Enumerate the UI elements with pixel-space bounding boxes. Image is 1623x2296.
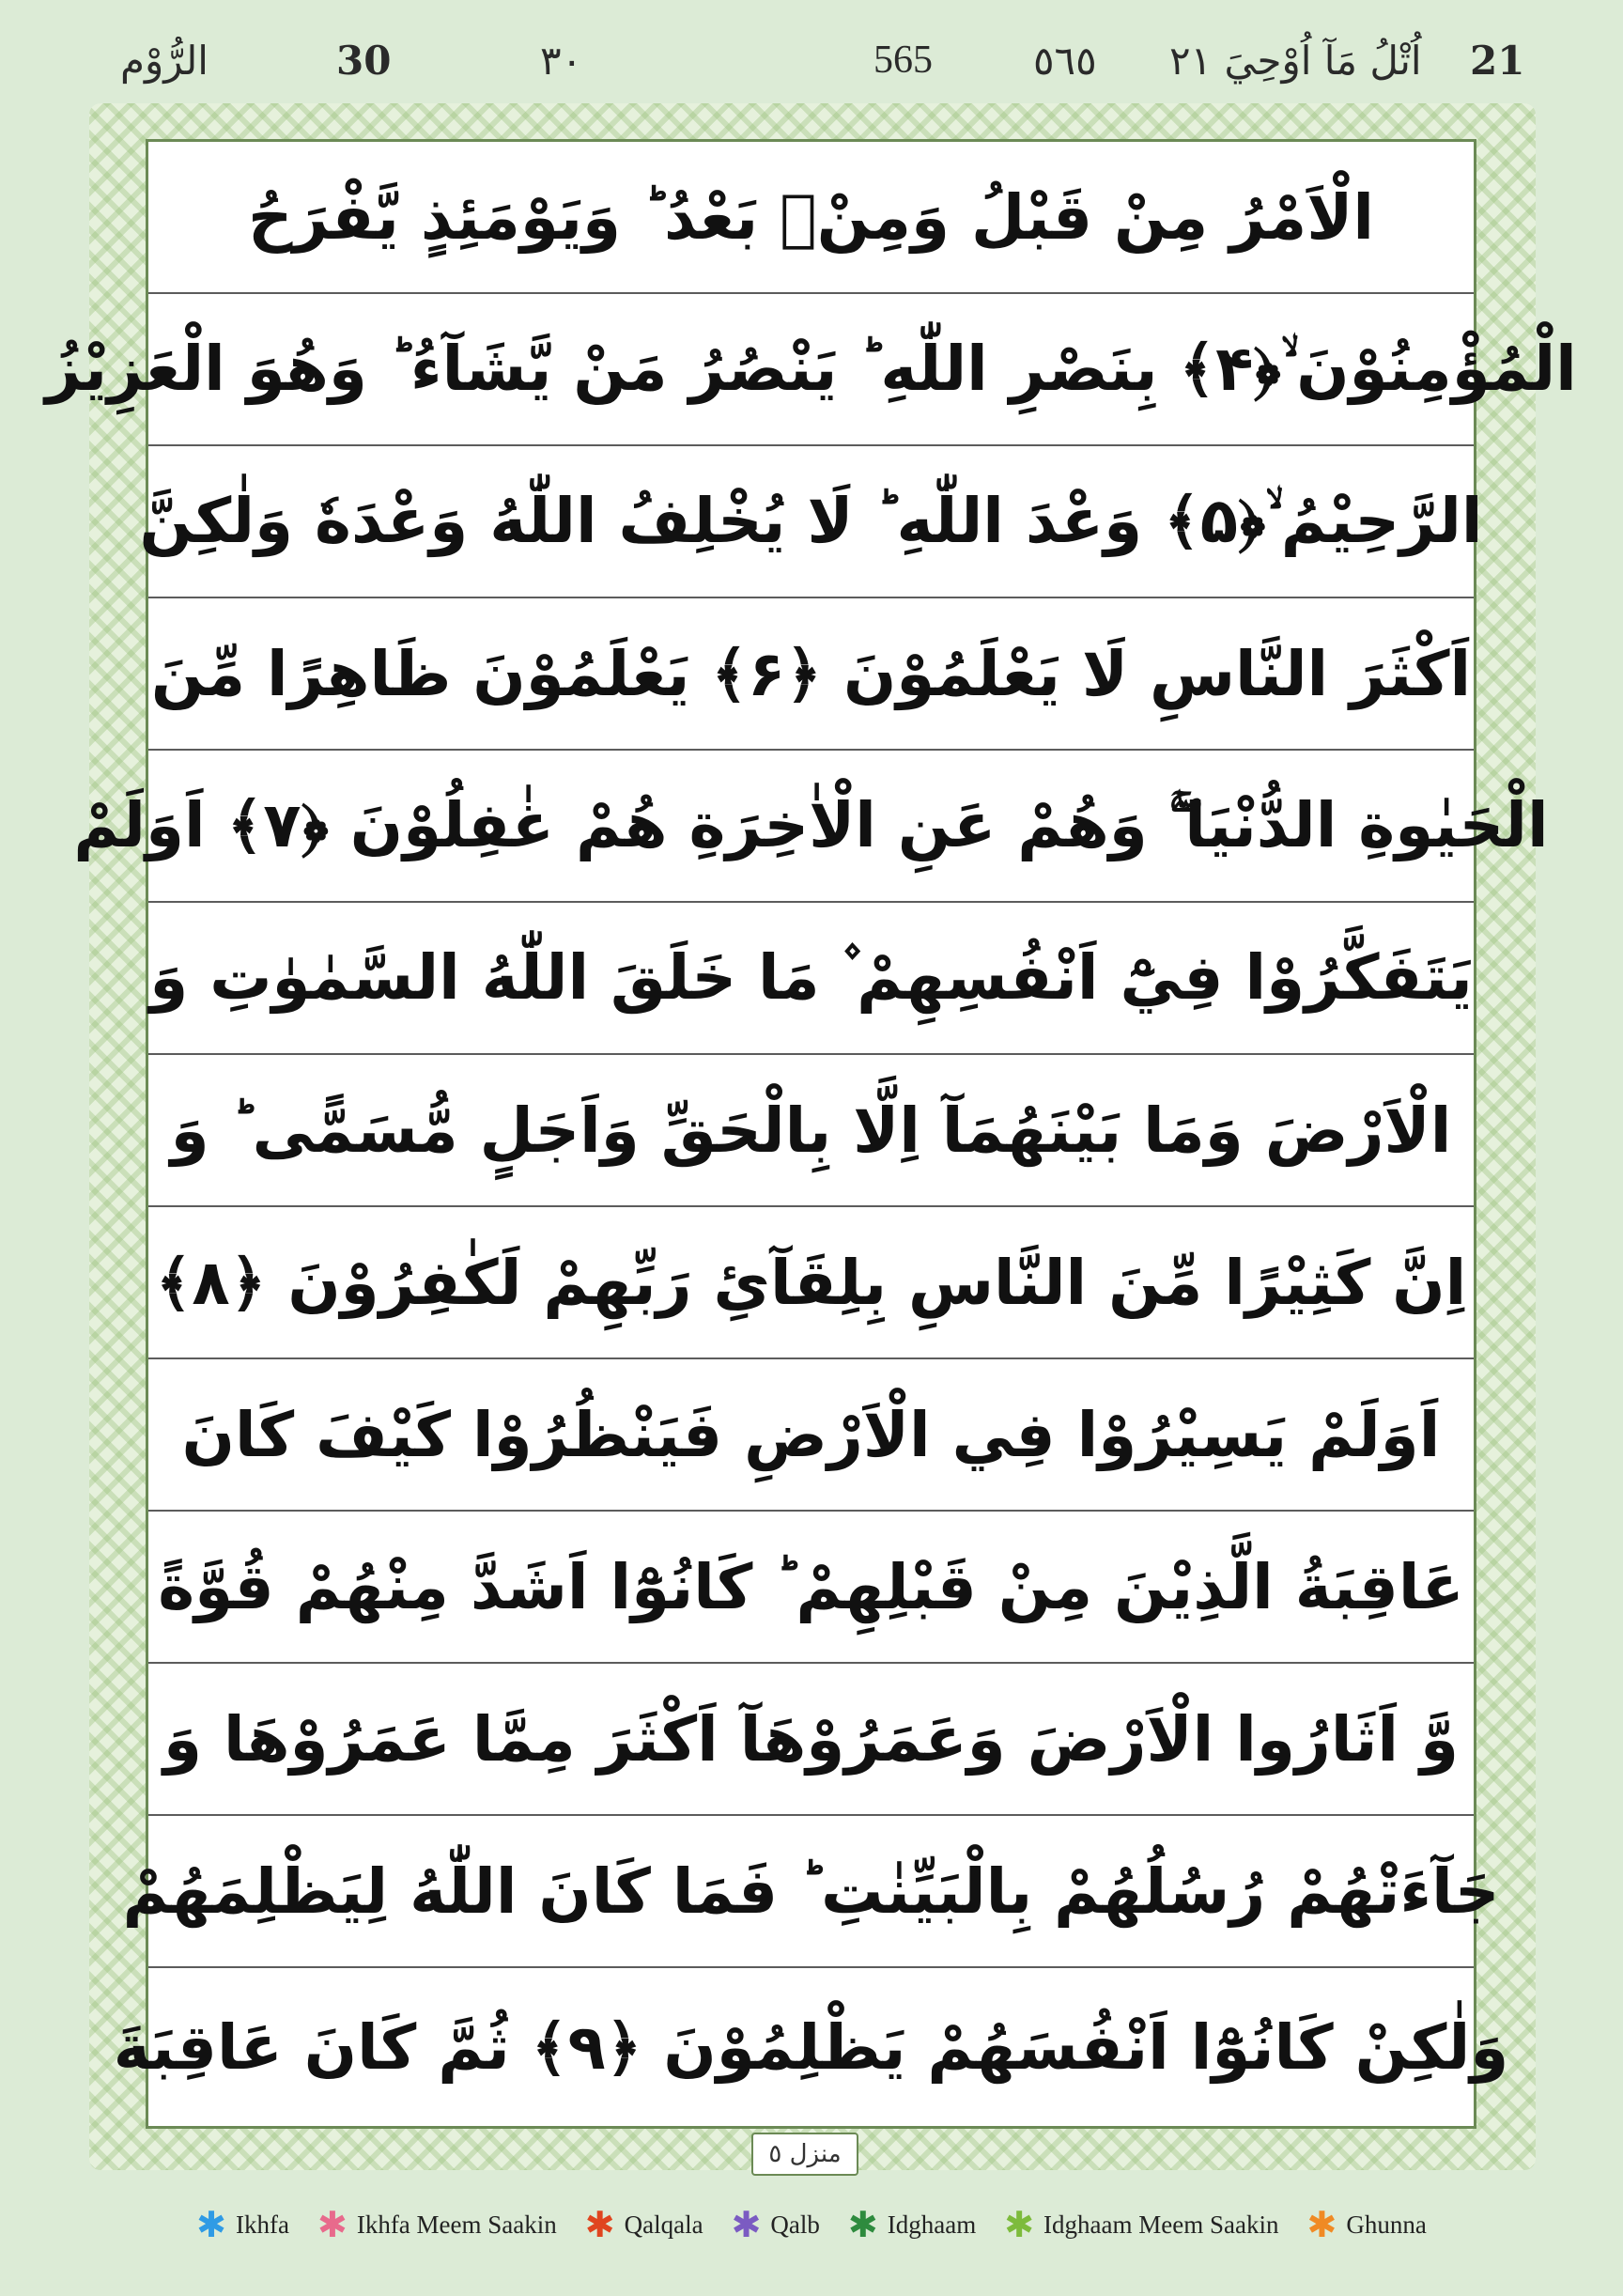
verse-line: [148, 903, 1474, 1055]
verse-line-text: الْمُؤْمِنُوْنَ ۙ﴿۴﴾ بِنَصْرِ اللّٰهِ ؕ يَنْصُرُ مَنْ يَّشَآءُ ؕ وَهُوَ الْعَزِيْزُ: [45, 332, 1577, 405]
verse-line-text: وَّ اَثَارُوا الْاَرْضَ وَعَمَرُوْهَآ اَكْثَرَ مِمَّا عَمَرُوْهَا وَ: [162, 1702, 1460, 1776]
verse-line: [148, 1512, 1474, 1664]
legend-item: [1306, 2204, 1427, 2245]
legend-label: Ikhfa Meem Saakin: [356, 2210, 557, 2239]
verse-line-text: جَآءَتْهُمْ رُسُلُهُمْ بِالْبَيِّنٰتِ ؕ فَمَا كَانَ اللّٰهُ لِيَظْلِمَهُمْ: [122, 1854, 1500, 1928]
legend-item: [847, 2204, 977, 2245]
ikhfa-star-icon: ✱: [196, 2204, 227, 2245]
verse-line: [148, 598, 1474, 751]
qalqala-star-icon: ✱: [584, 2204, 615, 2245]
tajweed-legend: [0, 2178, 1623, 2272]
manzil-marker: منزل ٥: [751, 2133, 858, 2176]
verse-line: [113, 1968, 1509, 2126]
verse-line: [73, 751, 1549, 903]
verse-line: [148, 142, 1474, 294]
verse-line: [148, 1055, 1474, 1207]
surah-number-arabic: ٣٠: [540, 38, 583, 84]
legend-label: Qalqala: [624, 2210, 703, 2239]
legend-label: Ghunna: [1346, 2210, 1427, 2239]
verse-line: [122, 1816, 1500, 1968]
idghaam-star-icon: ✱: [847, 2204, 878, 2245]
verse-line-text: اِنَّ كَثِيْرًا مِّنَ النَّاسِ بِلِقَآئِ رَبِّهِمْ لَكٰفِرُوْنَ ﴿۸﴾: [155, 1246, 1467, 1319]
verse-line: [148, 1664, 1474, 1816]
verse-line-text: وَلٰكِنْ كَانُوْٓا اَنْفُسَهُمْ يَظْلِمُوْنَ ﴿۹﴾ ثُمَّ كَانَ عَاقِبَةَ: [113, 2010, 1509, 2084]
ikhfa-meem-saakin-star-icon: ✱: [317, 2204, 348, 2245]
legend-label: Ikhfa: [236, 2210, 289, 2239]
legend-item: [317, 2204, 557, 2245]
verse-line-text: الْاَرْضَ وَمَا بَيْنَهُمَآ اِلَّا بِالْحَقِّ وَاَجَلٍ مُّسَمًّى ؕ وَ: [170, 1094, 1452, 1167]
legend-item: [196, 2204, 289, 2245]
juz-name: اُتْلُ مَآ اُوْحِيَ ٢١: [1169, 38, 1422, 84]
verse-line-text: الْاَمْرُ مِنْ قَبْلُ وَمِنْۢ بَعْدُ ؕ وَيَوْمَئِذٍ يَّفْرَحُ: [248, 180, 1374, 254]
juz-number: 21: [1470, 38, 1525, 84]
page-number: 565: [873, 39, 933, 82]
verse-line-text: يَتَفَكَّرُوْا فِيْٓ اَنْفُسِهِمْ ۫ مَا خَلَقَ اللّٰهُ السَّمٰوٰتِ وَ: [149, 940, 1473, 1014]
legend-label: Idghaam Meem Saakin: [1043, 2210, 1279, 2239]
quran-page: [45, 139, 1577, 2129]
verse-line: [45, 294, 1577, 446]
verse-line: [139, 446, 1483, 598]
ghunna-star-icon: ✱: [1306, 2204, 1337, 2245]
legend-item: [1004, 2204, 1279, 2245]
legend-item: [731, 2204, 820, 2245]
surah-name: الرُّوْم: [120, 38, 209, 84]
verse-line-text: عَاقِبَةُ الَّذِيْنَ مِنْ قَبْلِهِمْ ؕ كَانُوْٓا اَشَدَّ مِنْهُمْ قُوَّةً: [158, 1550, 1464, 1623]
legend-label: Qalb: [770, 2210, 820, 2239]
qalb-star-icon: ✱: [731, 2204, 762, 2245]
verse-line: [148, 1359, 1474, 1512]
surah-number: 30: [336, 38, 392, 84]
legend-item: [584, 2204, 703, 2245]
verse-line: [148, 1207, 1474, 1359]
verse-line-text: الرَّحِيْمُ ۙ﴿۵﴾ وَعْدَ اللّٰهِ ؕ لَا يُخْلِفُ اللّٰهُ وَعْدَهٗ وَلٰكِنَّ: [139, 484, 1483, 557]
idghaam-meem-saakin-star-icon: ✱: [1004, 2204, 1035, 2245]
page-number-arabic: ٥٦٥: [1033, 38, 1097, 84]
verse-line-text: الْحَيٰوةِ الدُّنْيَا ۚۖ وَهُمْ عَنِ الْاٰخِرَةِ هُمْ غٰفِلُوْنَ ﴿۷﴾ اَوَلَمْ: [73, 788, 1549, 861]
verse-line-text: اَكْثَرَ النَّاسِ لَا يَعْلَمُوْنَ ﴿۶﴾ يَعْلَمُوْنَ ظَاهِرًا مِّنَ: [150, 637, 1472, 710]
page-header: [0, 0, 1623, 113]
legend-label: Idghaam: [887, 2210, 977, 2239]
verse-line-text: اَوَلَمْ يَسِيْرُوْا فِي الْاَرْضِ فَيَنْظُرُوْا كَيْفَ كَانَ: [181, 1398, 1441, 1471]
